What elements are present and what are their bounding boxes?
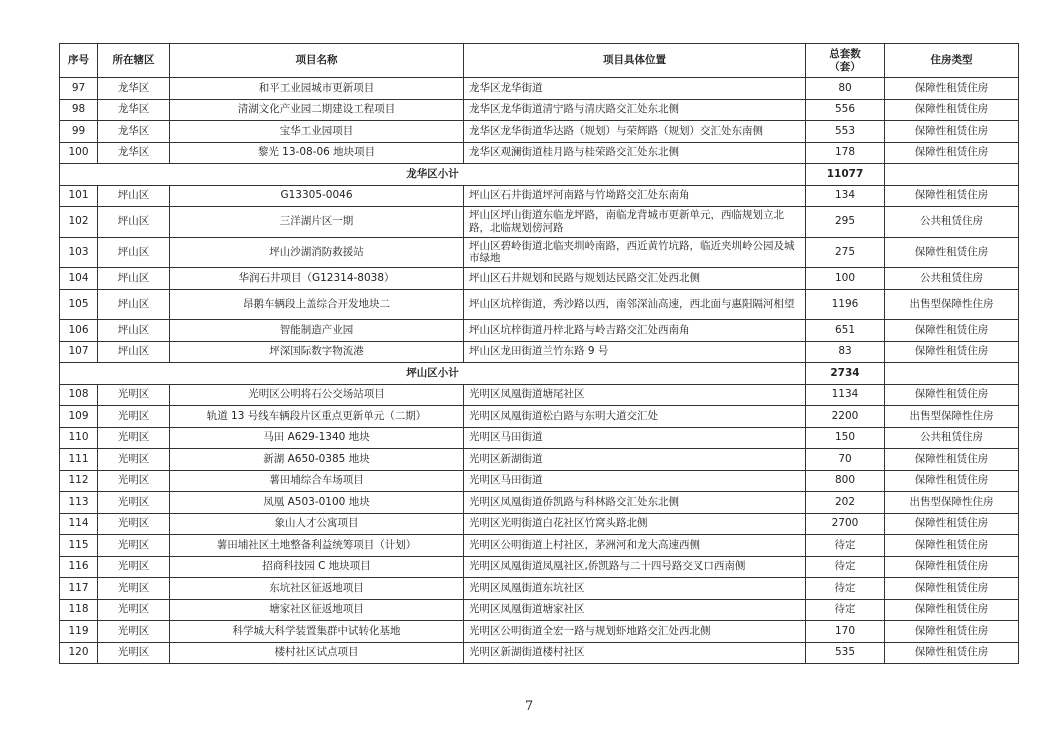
- cell-housing-type: 保障性租赁住房: [885, 578, 1019, 600]
- cell-total-units: 134: [806, 185, 885, 207]
- cell-housing-type: 保障性租赁住房: [885, 535, 1019, 557]
- cell-location: 坪山区碧岭街道北临夹圳岭南路，西近黄竹坑路，临近夹圳岭公园及城市绿地: [464, 237, 806, 268]
- table-row: [60, 621, 1019, 643]
- cell-serial: 114: [60, 513, 98, 535]
- cell-district: 光明区: [98, 535, 170, 557]
- cell-serial: 104: [60, 268, 98, 290]
- cell-serial: 103: [60, 237, 98, 268]
- cell-location: 光明区公明街道全宏一路与规划虾地路交汇处西北侧: [464, 621, 806, 643]
- cell-project-name: 薯田埔综合车场项目: [170, 470, 464, 492]
- cell-project-name: 华润石井项目（G12314-8038）: [170, 268, 464, 290]
- table-row: [60, 599, 1019, 621]
- cell-location: 光明区凤凰街道松白路与东明大道交汇处: [464, 406, 806, 428]
- cell-district: 光明区: [98, 406, 170, 428]
- header-project-name: 项目名称: [170, 44, 464, 78]
- cell-project-name: 马田 A629-1340 地块: [170, 427, 464, 449]
- cell-location: 光明区凤凰街道侨凯路与科林路交汇处东北侧: [464, 492, 806, 514]
- housing-project-table: [59, 43, 1019, 664]
- header-housing-type: 住房类型: [885, 44, 1019, 78]
- cell-housing-type: 保障性租赁住房: [885, 320, 1019, 342]
- cell-total-units: 202: [806, 492, 885, 514]
- table-row: [60, 449, 1019, 471]
- cell-district: 坪山区: [98, 207, 170, 238]
- cell-project-name: 黎光 13-08-06 地块项目: [170, 142, 464, 164]
- table-row: [60, 492, 1019, 514]
- cell-location: 光明区光明街道白花社区竹窝头路北侧: [464, 513, 806, 535]
- cell-serial: 113: [60, 492, 98, 514]
- cell-location: 光明区马田街道: [464, 470, 806, 492]
- cell-total-units: 2200: [806, 406, 885, 428]
- cell-total-units: 1196: [806, 289, 885, 320]
- table-row: [60, 289, 1019, 320]
- cell-district: 坪山区: [98, 320, 170, 342]
- cell-housing-type: 保障性租赁住房: [885, 621, 1019, 643]
- subtotal-label: 龙华区小计: [60, 164, 806, 186]
- cell-district: 坪山区: [98, 237, 170, 268]
- subtotal-units: 11077: [806, 164, 885, 186]
- cell-serial: 98: [60, 99, 98, 121]
- cell-housing-type: 保障性租赁住房: [885, 142, 1019, 164]
- cell-district: 坪山区: [98, 268, 170, 290]
- cell-project-name: 轨道 13 号线车辆段片区重点更新单元（二期）: [170, 406, 464, 428]
- table-row: [60, 121, 1019, 143]
- cell-location: 龙华区龙华街道: [464, 78, 806, 100]
- table-header-row: [60, 44, 1019, 78]
- cell-total-units: 275: [806, 237, 885, 268]
- cell-serial: 110: [60, 427, 98, 449]
- cell-project-name: 东坑社区征返地项目: [170, 578, 464, 600]
- cell-location: 坪山区坪山街道东临龙坪路，南临龙背城市更新单元，西临规划立北路，北临规划傍河路: [464, 207, 806, 238]
- cell-housing-type: 出售型保障性住房: [885, 492, 1019, 514]
- table-row: [60, 535, 1019, 557]
- cell-total-units: 待定: [806, 535, 885, 557]
- cell-location: 光明区新湖街道楼村社区: [464, 642, 806, 664]
- cell-serial: 116: [60, 556, 98, 578]
- cell-location: 光明区凤凰街道塘家社区: [464, 599, 806, 621]
- cell-housing-type: 保障性租赁住房: [885, 121, 1019, 143]
- cell-serial: 101: [60, 185, 98, 207]
- subtotal-empty-cell: [885, 164, 1019, 186]
- cell-district: 坪山区: [98, 289, 170, 320]
- cell-project-name: 坪深国际数字物流港: [170, 341, 464, 363]
- table-row: [60, 268, 1019, 290]
- cell-location: 龙华区龙华街道清宁路与清庆路交汇处东北侧: [464, 99, 806, 121]
- cell-district: 坪山区: [98, 185, 170, 207]
- cell-total-units: 100: [806, 268, 885, 290]
- cell-district: 龙华区: [98, 121, 170, 143]
- table-row: [60, 578, 1019, 600]
- cell-housing-type: 保障性租赁住房: [885, 78, 1019, 100]
- cell-serial: 119: [60, 621, 98, 643]
- cell-location: 坪山区坑梓街道丹梓北路与岭吉路交汇处西南角: [464, 320, 806, 342]
- cell-location: 光明区新湖街道: [464, 449, 806, 471]
- cell-project-name: 宝华工业园项目: [170, 121, 464, 143]
- cell-total-units: 150: [806, 427, 885, 449]
- cell-serial: 115: [60, 535, 98, 557]
- cell-project-name: 光明区公明将石公交场站项目: [170, 384, 464, 406]
- cell-district: 光明区: [98, 642, 170, 664]
- cell-housing-type: 出售型保障性住房: [885, 406, 1019, 428]
- table-row: [60, 384, 1019, 406]
- cell-district: 光明区: [98, 556, 170, 578]
- cell-housing-type: 公共租赁住房: [885, 427, 1019, 449]
- table-row: [60, 142, 1019, 164]
- cell-district: 光明区: [98, 384, 170, 406]
- cell-serial: 106: [60, 320, 98, 342]
- cell-project-name: 象山人才公寓项目: [170, 513, 464, 535]
- cell-housing-type: 保障性租赁住房: [885, 341, 1019, 363]
- cell-total-units: 535: [806, 642, 885, 664]
- cell-project-name: 招商科技园 C 地块项目: [170, 556, 464, 578]
- cell-district: 光明区: [98, 599, 170, 621]
- cell-project-name: 坪山沙湖消防救援站: [170, 237, 464, 268]
- cell-total-units: 待定: [806, 578, 885, 600]
- cell-location: 光明区凤凰街道东坑社区: [464, 578, 806, 600]
- subtotal-row: [60, 363, 1019, 385]
- cell-total-units: 651: [806, 320, 885, 342]
- cell-total-units: 170: [806, 621, 885, 643]
- cell-total-units: 556: [806, 99, 885, 121]
- cell-location: 坪山区坑梓街道，秀沙路以西，南邻深汕高速，西北面与惠阳隔河相望: [464, 289, 806, 320]
- cell-district: 光明区: [98, 513, 170, 535]
- cell-housing-type: 公共租赁住房: [885, 207, 1019, 238]
- cell-location: 光明区凤凰街道凤凰社区,侨凯路与二十四号路交叉口西南侧: [464, 556, 806, 578]
- cell-total-units: 70: [806, 449, 885, 471]
- cell-serial: 112: [60, 470, 98, 492]
- subtotal-empty-cell: [885, 363, 1019, 385]
- table-row: [60, 320, 1019, 342]
- cell-total-units: 2700: [806, 513, 885, 535]
- cell-serial: 118: [60, 599, 98, 621]
- cell-total-units: 待定: [806, 556, 885, 578]
- cell-total-units: 800: [806, 470, 885, 492]
- cell-serial: 100: [60, 142, 98, 164]
- table-row: [60, 185, 1019, 207]
- cell-project-name: 昂鹅车辆段上盖综合开发地块二: [170, 289, 464, 320]
- cell-serial: 111: [60, 449, 98, 471]
- cell-serial: 117: [60, 578, 98, 600]
- cell-project-name: 凤凰 A503-0100 地块: [170, 492, 464, 514]
- cell-serial: 107: [60, 341, 98, 363]
- cell-district: 光明区: [98, 470, 170, 492]
- cell-project-name: 和平工业园城市更新项目: [170, 78, 464, 100]
- cell-district: 龙华区: [98, 99, 170, 121]
- cell-housing-type: 保障性租赁住房: [885, 470, 1019, 492]
- cell-housing-type: 保障性租赁住房: [885, 449, 1019, 471]
- header-serial: 序号: [60, 44, 98, 78]
- table-row: [60, 99, 1019, 121]
- subtotal-units: 2734: [806, 363, 885, 385]
- cell-serial: 109: [60, 406, 98, 428]
- cell-location: 光明区凤凰街道塘尾社区: [464, 384, 806, 406]
- cell-serial: 99: [60, 121, 98, 143]
- cell-total-units: 83: [806, 341, 885, 363]
- cell-district: 光明区: [98, 621, 170, 643]
- cell-total-units: 80: [806, 78, 885, 100]
- cell-project-name: G13305-0046: [170, 185, 464, 207]
- cell-location: 龙华区观澜街道桂月路与桂荣路交汇处东北侧: [464, 142, 806, 164]
- cell-location: 坪山区龙田街道兰竹东路 9 号: [464, 341, 806, 363]
- cell-district: 龙华区: [98, 78, 170, 100]
- table-row: [60, 207, 1019, 238]
- cell-housing-type: 保障性租赁住房: [885, 384, 1019, 406]
- cell-housing-type: 出售型保障性住房: [885, 289, 1019, 320]
- cell-project-name: 薯田埔社区土地整备利益统筹项目（计划）: [170, 535, 464, 557]
- cell-housing-type: 保障性租赁住房: [885, 513, 1019, 535]
- cell-district: 龙华区: [98, 142, 170, 164]
- cell-district: 光明区: [98, 449, 170, 471]
- cell-serial: 102: [60, 207, 98, 238]
- cell-location: 坪山区石井规划和民路与规划达民路交汇处西北侧: [464, 268, 806, 290]
- table-row: [60, 406, 1019, 428]
- cell-serial: 120: [60, 642, 98, 664]
- table-row: [60, 642, 1019, 664]
- cell-serial: 105: [60, 289, 98, 320]
- header-district: 所在辖区: [98, 44, 170, 78]
- cell-housing-type: 保障性租赁住房: [885, 599, 1019, 621]
- cell-district: 光明区: [98, 492, 170, 514]
- table-row: [60, 78, 1019, 100]
- subtotal-label: 坪山区小计: [60, 363, 806, 385]
- cell-serial: 97: [60, 78, 98, 100]
- header-location: 项目具体位置: [464, 44, 806, 78]
- cell-project-name: 清湖文化产业园二期建设工程项目: [170, 99, 464, 121]
- cell-project-name: 新湖 A650-0385 地块: [170, 449, 464, 471]
- table-row: [60, 237, 1019, 268]
- cell-district: 坪山区: [98, 341, 170, 363]
- cell-housing-type: 保障性租赁住房: [885, 642, 1019, 664]
- table-row: [60, 556, 1019, 578]
- page-number: 7: [524, 699, 534, 714]
- cell-housing-type: 公共租赁住房: [885, 268, 1019, 290]
- cell-housing-type: 保障性租赁住房: [885, 99, 1019, 121]
- header-total-units: 总套数 （套）: [806, 44, 885, 78]
- cell-project-name: 智能制造产业园: [170, 320, 464, 342]
- table-row: [60, 341, 1019, 363]
- subtotal-row: [60, 164, 1019, 186]
- cell-district: 光明区: [98, 427, 170, 449]
- cell-housing-type: 保障性租赁住房: [885, 185, 1019, 207]
- cell-district: 光明区: [98, 578, 170, 600]
- cell-location: 坪山区石井街道坪河南路与竹坳路交汇处东南角: [464, 185, 806, 207]
- cell-total-units: 553: [806, 121, 885, 143]
- cell-location: 光明区公明街道上村社区，茅洲河和龙大高速西侧: [464, 535, 806, 557]
- table-row: [60, 470, 1019, 492]
- cell-project-name: 塘家社区征返地项目: [170, 599, 464, 621]
- cell-total-units: 待定: [806, 599, 885, 621]
- cell-location: 龙华区龙华街道华达路（规划）与荣辉路（规划）交汇处东南侧: [464, 121, 806, 143]
- table-row: [60, 513, 1019, 535]
- cell-total-units: 1134: [806, 384, 885, 406]
- cell-project-name: 三洋湖片区一期: [170, 207, 464, 238]
- cell-housing-type: 保障性租赁住房: [885, 556, 1019, 578]
- cell-location: 光明区马田街道: [464, 427, 806, 449]
- cell-project-name: 科学城大科学装置集群中试转化基地: [170, 621, 464, 643]
- cell-serial: 108: [60, 384, 98, 406]
- cell-housing-type: 保障性租赁住房: [885, 237, 1019, 268]
- cell-project-name: 楼村社区试点项目: [170, 642, 464, 664]
- cell-total-units: 178: [806, 142, 885, 164]
- cell-total-units: 295: [806, 207, 885, 238]
- table-row: [60, 427, 1019, 449]
